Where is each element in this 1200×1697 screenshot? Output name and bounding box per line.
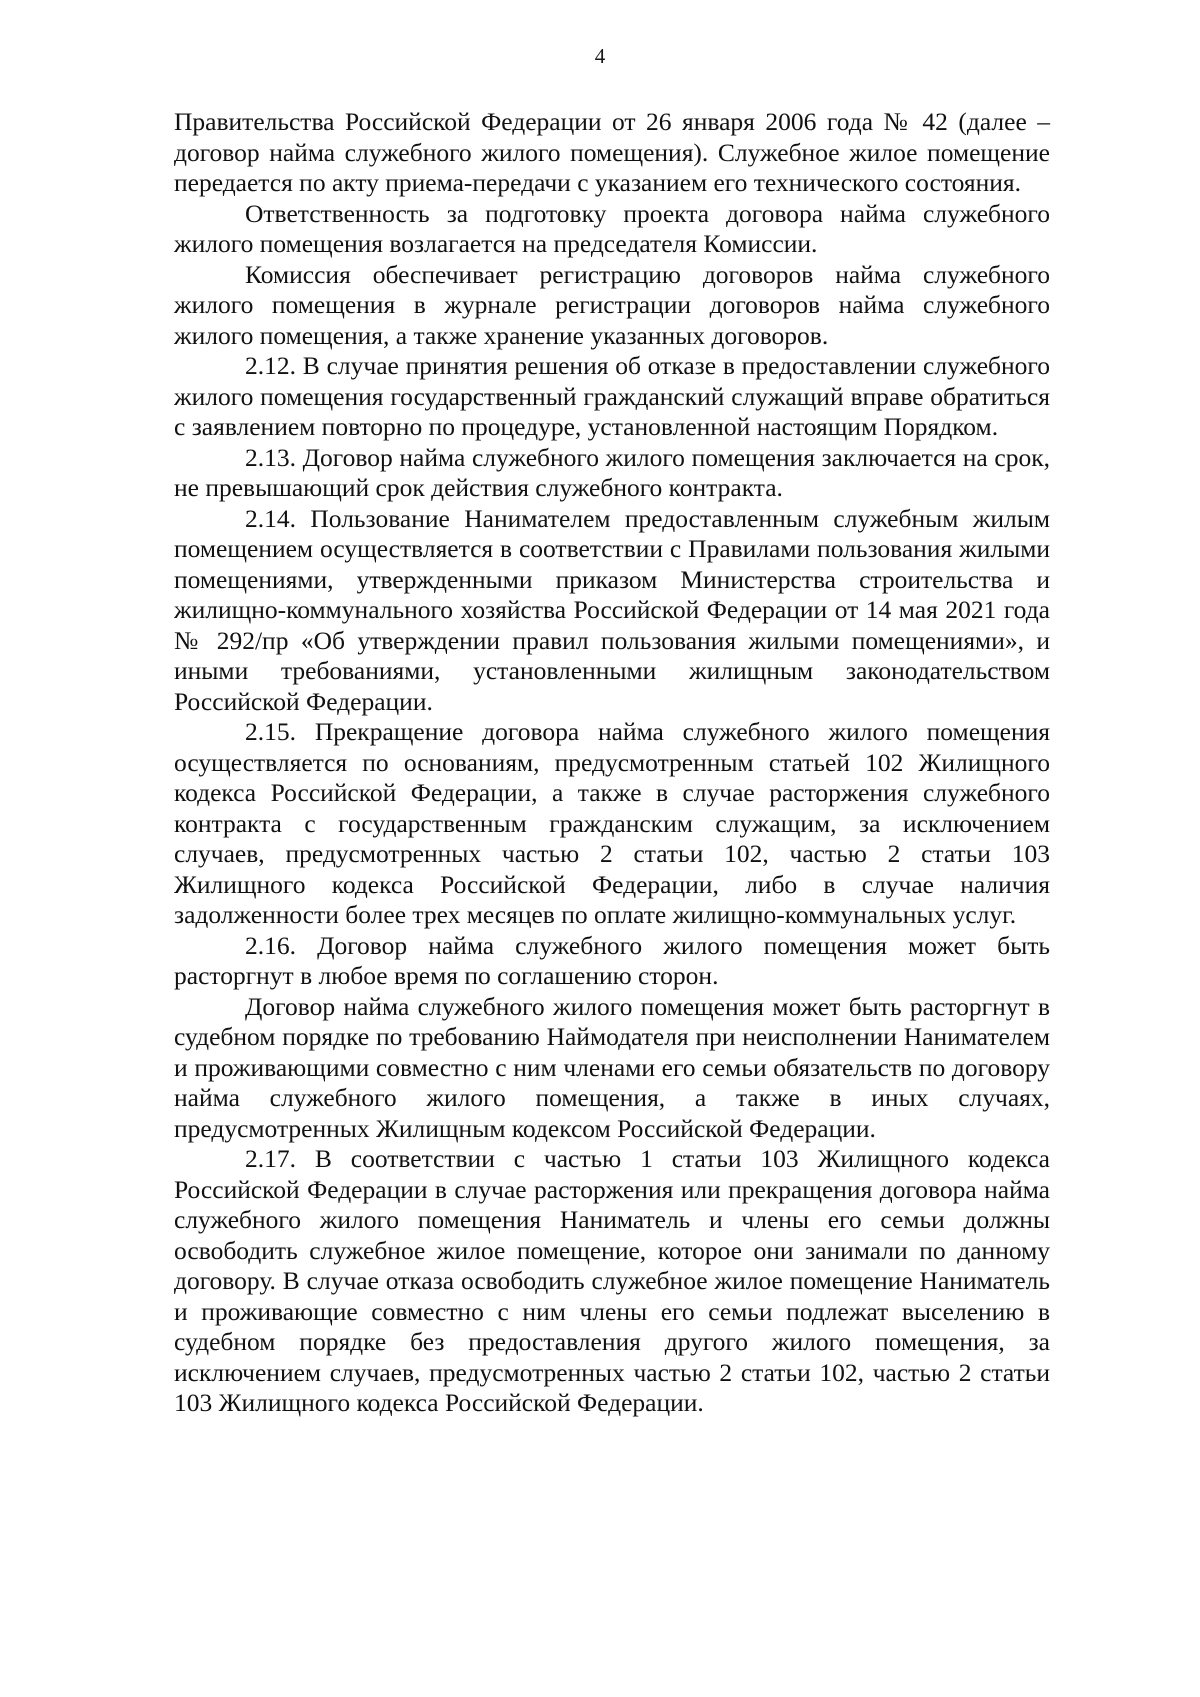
paragraph-responsibility: Ответственность за подготовку проекта договора найма служебного жилого помещения возлагается на председателя Комиссии. bbox=[174, 198, 1050, 258]
paragraph-2-14: 2.14. Пользование Нанимателем предоставленным служебным жилым помещением осуществляется в соответствии с Правилами пользования жилыми помещениями, утвержденными приказом Министерства строительства и жилищно-коммунального хозяйства Российской Федерации от 14 мая 2021 года № 292/пр «Об утверждении правил пользования жилыми помещениями», и иными требованиями, установленными жилищным законодательством Российской Федерации. bbox=[174, 503, 1050, 716]
paragraph-2-12: 2.12. В случае принятия решения об отказе в предоставлении служебного жилого помещения государственный гражданский служащий вправе обратиться с заявлением повторно по процедуре, установленной настоящим Порядком. bbox=[174, 351, 1050, 441]
page-number: 4 bbox=[594, 44, 606, 68]
paragraph-registration: Комиссия обеспечивает регистрацию договоров найма служебного жилого помещения в журнале регистрации договоров найма служебного жилого помещения, а также хранение указанных договоров. bbox=[174, 259, 1050, 350]
paragraph-termination-court: Договор найма служебного жилого помещения может быть расторгнут в судебном порядке по требованию Наймодателя при неисполнении Нанимателем и проживающими совместно с ним членами его семьи обязательств по договору найма служебного жилого помещения, а также в иных случаях, предусмотренных Жилищным кодексом Российской Федерации. bbox=[174, 991, 1050, 1143]
paragraph-2-13: 2.13. Договор найма служебного жилого помещения заключается на срок, не превышающий срок действия служебного контракта. bbox=[174, 442, 1050, 502]
paragraph-2-15: 2.15. Прекращение договора найма служебного жилого помещения осуществляется по основаниям, предусмотренным статьей 102 Жилищного кодекса Российской Федерации, а также в случае расторжения служебного контракта с государственным гражданским служащим, за исключением случаев, предусмотренных частью 2 статьи 102, частью 2 статьи 103 Жилищного кодекса Российской Федерации, либо в случае наличия задолженности более трех месяцев по оплате жилищно-коммунальных услуг. bbox=[174, 717, 1050, 929]
paragraph-2-16: 2.16. Договор найма служебного жилого помещения может быть расторгнут в любое время по соглашению сторон. bbox=[174, 930, 1050, 990]
document-body bbox=[174, 107, 1050, 1419]
paragraph-2-17: 2.17. В соответствии с частью 1 статьи 103 Жилищного кодекса Российской Федерации в случае расторжения или прекращения договора найма служебного жилого помещения Наниматель и члены его семьи должны освободить служебное жилое помещение, которое они занимали по данному договору. В случае отказа освободить служебное жилое помещение Наниматель и проживающие совместно с ним члены его семьи подлежат выселению в судебном порядке без предоставления другого жилого помещения, за исключением случаев, предусмотренных частью 2 статьи 102, частью 2 статьи 103 Жилищного кодекса Российской Федерации. bbox=[174, 1144, 1050, 1417]
paragraph-continuation: Правительства Российской Федерации от 26 января 2006 года № 42 (далее – договор найма служебного жилого помещения). Служебное жилое помещение передается по акту приема-передачи с указанием его технического состояния. bbox=[174, 107, 1050, 197]
